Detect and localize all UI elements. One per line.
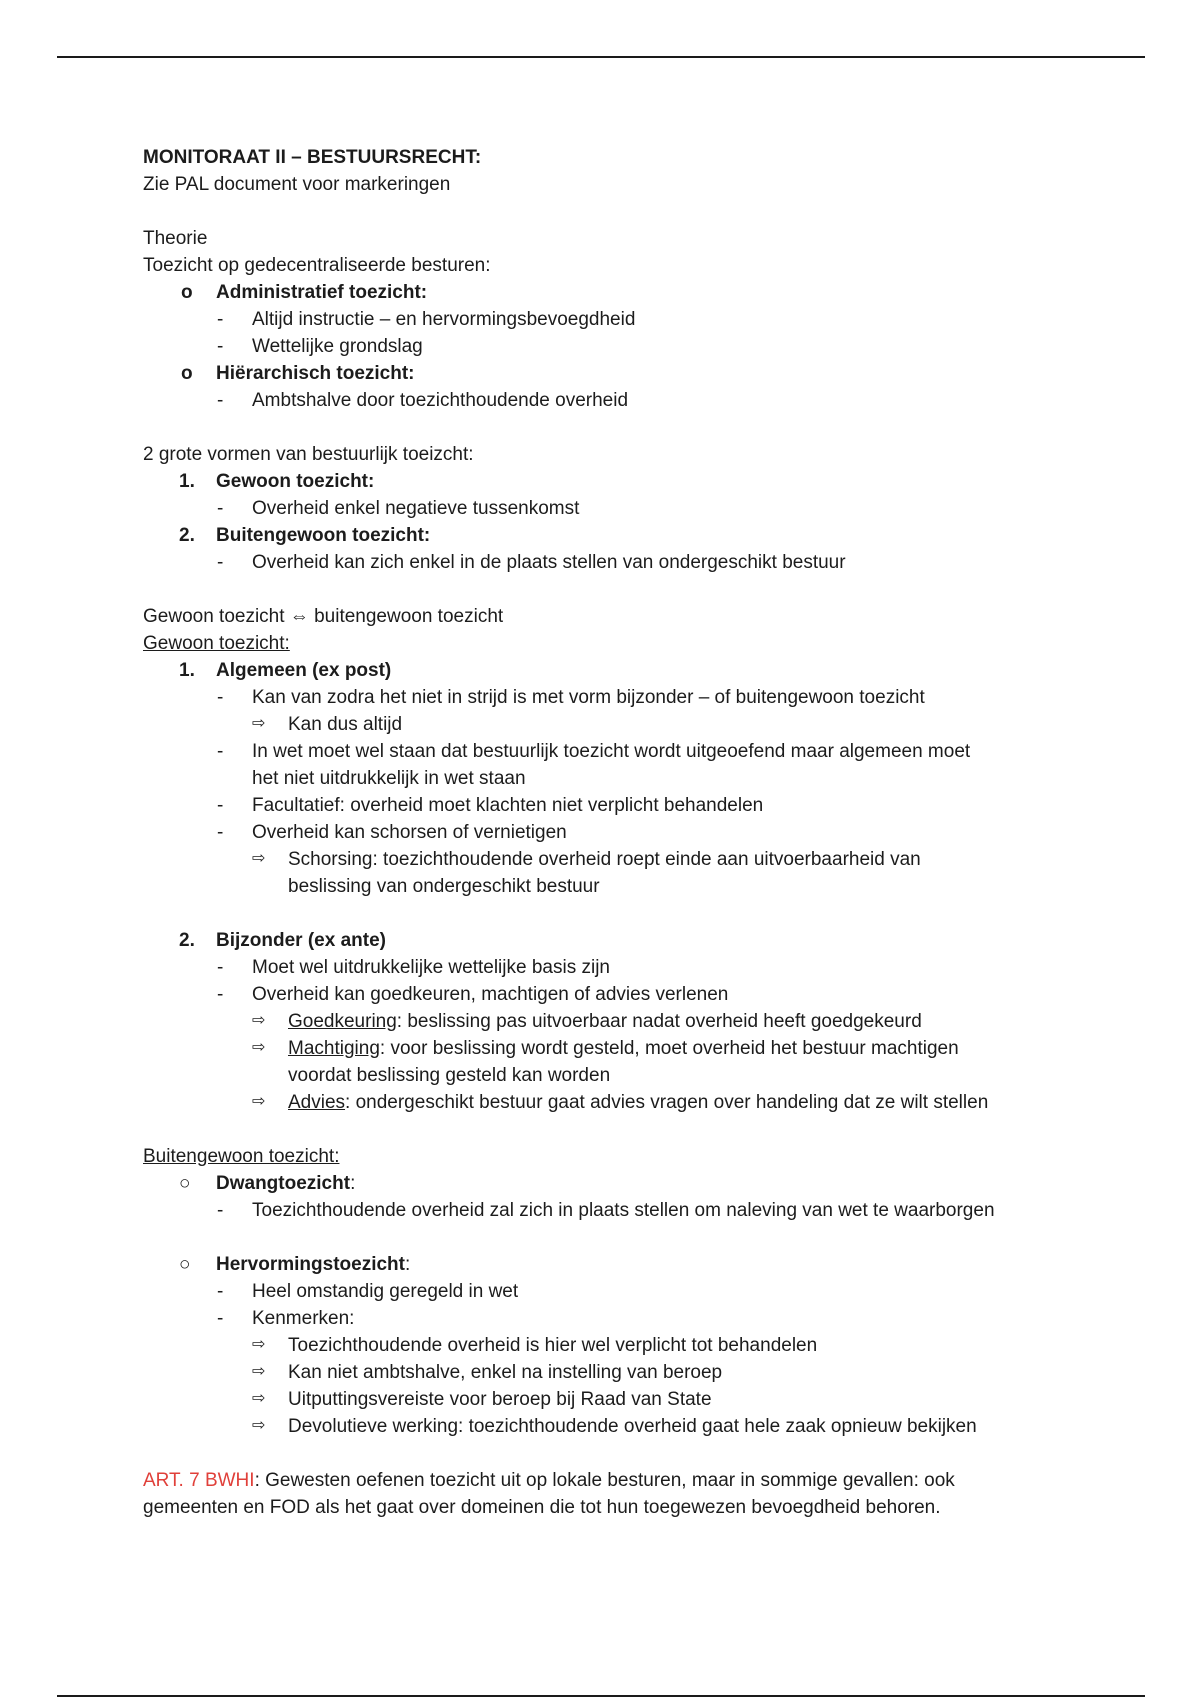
list-item <box>143 360 1103 387</box>
item-title: Bijzonder (ex ante) <box>216 930 386 951</box>
list-item <box>143 1197 1103 1224</box>
dash-bullet-icon: - <box>217 498 224 519</box>
circle-bullet-icon: o <box>181 282 193 303</box>
arrow-bullet-icon: ⇨ <box>252 850 266 867</box>
list-item-continuation <box>143 873 1103 900</box>
list-number: 2. <box>179 525 195 546</box>
item-text: Overheid kan schorsen of vernietigen <box>252 822 567 843</box>
list-item <box>143 1278 1103 1305</box>
list-item <box>143 279 1103 306</box>
list-item-continuation <box>143 1062 1103 1089</box>
dash-bullet-icon: - <box>217 822 224 843</box>
item-text: Schorsing: toezichthoudende overheid roept einde aan uitvoerbaarheid van <box>288 849 921 870</box>
list-item <box>143 954 1103 981</box>
list-number: 1. <box>179 471 195 492</box>
article-text: : Gewesten oefenen toezicht uit op lokale besturen, maar in sommige gevallen: ook <box>254 1470 955 1491</box>
item-colon: : <box>350 1173 356 1194</box>
item-text: Overheid kan zich enkel in de plaats stellen van ondergeschikt bestuur <box>252 552 846 573</box>
dash-bullet-icon: - <box>217 687 224 708</box>
item-text: Overheid enkel negatieve tussenkomst <box>252 498 580 519</box>
circle-bullet-icon: ○ <box>179 1254 191 1275</box>
item-colon: : <box>404 1254 411 1275</box>
list-item <box>143 1305 1103 1332</box>
item-text: het niet uitdrukkelijk in wet staan <box>252 768 526 789</box>
list-number: 1. <box>179 660 195 681</box>
item-text: voordat beslissing gesteld kan worden <box>288 1065 611 1086</box>
item-text: Ambtshalve door toezichthoudende overheid <box>252 390 629 411</box>
list-item <box>143 1413 1103 1440</box>
list-item <box>143 333 1103 360</box>
article-paragraph-continuation: gemeenten en FOD als het gaat over domeinen die tot hun toegewezen bevoegdheid behoren. <box>143 1497 941 1518</box>
term-goedkeuring: Goedkeuring <box>288 1011 397 1032</box>
section-heading-decentralized: Toezicht op gedecentraliseerde besturen: <box>143 255 491 276</box>
arrow-bullet-icon: ⇨ <box>252 1390 266 1407</box>
section-heading-forms: 2 grote vormen van bestuurlijk toeizcht: <box>143 444 474 465</box>
item-title: Hiërarchisch toezicht: <box>216 363 415 384</box>
arrow-bullet-icon: ⇨ <box>252 715 266 732</box>
list-item <box>143 792 1103 819</box>
circle-bullet-icon: ○ <box>179 1173 191 1194</box>
list-item <box>143 1332 1103 1359</box>
list-item <box>143 1008 1103 1035</box>
dash-bullet-icon: - <box>217 336 224 357</box>
dash-bullet-icon: - <box>217 795 224 816</box>
list-item <box>143 981 1103 1008</box>
item-text: Moet wel uitdrukkelijke wettelijke basis zijn <box>252 957 610 978</box>
arrow-bullet-icon: ⇨ <box>252 1012 266 1029</box>
list-item <box>143 1359 1103 1386</box>
arrow-bullet-icon: ⇨ <box>252 1093 266 1110</box>
document-body <box>143 144 1103 1521</box>
section-heading-extraordinary: Buitengewoon toezicht: <box>143 1146 340 1167</box>
item-text: beslissing van ondergeschikt bestuur <box>288 876 600 897</box>
document-title: MONITORAAT II – BESTUURSRECHT: <box>143 147 482 168</box>
list-item <box>143 1170 1103 1197</box>
item-text: Kenmerken: <box>252 1308 355 1329</box>
comparison-line: Gewoon toezicht ⇔ buitengewoon toezicht <box>143 606 504 627</box>
item-text: Devolutieve werking: toezichthoudende overheid gaat hele zaak opnieuw bekijken <box>288 1416 977 1437</box>
theory-label: Theorie <box>143 228 208 249</box>
item-text: Uitputtingsvereiste voor beroep bij Raad van State <box>288 1389 712 1410</box>
list-item <box>143 1089 1103 1116</box>
dash-bullet-icon: - <box>217 1308 224 1329</box>
item-text: : ondergeschikt bestuur gaat advies vragen over handeling dat ze wilt stellen <box>345 1092 989 1113</box>
item-text: In wet moet wel staan dat bestuurlijk toezicht wordt uitgeoefend maar algemeen moet <box>252 741 971 762</box>
list-item <box>143 819 1103 846</box>
header-rule <box>57 56 1145 58</box>
list-item <box>143 1386 1103 1413</box>
term-advies: Advies <box>288 1092 346 1113</box>
list-item-continuation <box>143 765 1103 792</box>
list-item <box>143 495 1103 522</box>
dash-bullet-icon: - <box>217 1200 224 1221</box>
dash-bullet-icon: - <box>217 984 224 1005</box>
item-text: Facultatief: overheid moet klachten niet verplicht behandelen <box>252 795 764 816</box>
section-heading-ordinary: Gewoon toezicht: <box>143 633 290 654</box>
item-text: : beslissing pas uitvoerbaar nadat overheid heeft goedgekeurd <box>396 1011 922 1032</box>
list-item <box>143 927 1103 954</box>
list-item <box>143 549 1103 576</box>
list-item <box>143 657 1103 684</box>
item-text: Toezichthoudende overheid is hier wel verplicht tot behandelen <box>288 1335 818 1356</box>
list-item <box>143 306 1103 333</box>
dash-bullet-icon: - <box>217 309 224 330</box>
list-item <box>143 711 1103 738</box>
dash-bullet-icon: - <box>217 741 224 762</box>
list-item <box>143 846 1103 873</box>
list-item <box>143 684 1103 711</box>
article-ref: ART. 7 BWHI <box>143 1470 255 1491</box>
dash-bullet-icon: - <box>217 390 224 411</box>
arrow-bullet-icon: ⇨ <box>252 1039 266 1056</box>
item-text: Altijd instructie – en hervormingsbevoegdheid <box>252 309 636 330</box>
circle-bullet-icon: o <box>181 363 193 384</box>
item-text: Overheid kan goedkeuren, machtigen of advies verlenen <box>252 984 729 1005</box>
item-title: Administratief toezicht: <box>216 282 428 303</box>
item-title: Hervormingstoezicht <box>216 1254 405 1275</box>
arrow-bullet-icon: ⇨ <box>252 1363 266 1380</box>
item-text: Toezichthoudende overheid zal zich in plaats stellen om naleving van wet te waarborgen <box>252 1200 995 1221</box>
list-item <box>143 522 1103 549</box>
list-item <box>143 387 1103 414</box>
arrow-bullet-icon: ⇨ <box>252 1417 266 1434</box>
item-title: Gewoon toezicht: <box>216 471 375 492</box>
item-text: Wettelijke grondslag <box>252 336 423 357</box>
item-text: Kan van zodra het niet in strijd is met vorm bijzonder – of buitengewoon toezicht <box>252 687 925 708</box>
item-text: Heel omstandig geregeld in wet <box>252 1281 519 1302</box>
item-text: Kan dus altijd <box>288 714 403 735</box>
item-text: Kan niet ambtshalve, enkel na instelling van beroep <box>288 1362 723 1383</box>
list-item <box>143 738 1103 765</box>
list-item <box>143 468 1103 495</box>
item-title: Buitengewoon toezicht: <box>216 525 431 546</box>
list-item <box>143 1035 1103 1062</box>
arrow-bullet-icon: ⇨ <box>252 1336 266 1353</box>
item-title: Dwangtoezicht <box>216 1173 351 1194</box>
dash-bullet-icon: - <box>217 552 224 573</box>
list-item <box>143 1251 1103 1278</box>
list-number: 2. <box>179 930 195 951</box>
footer-rule <box>57 1695 1145 1697</box>
item-text: : voor beslissing wordt gesteld, moet overheid het bestuur machtigen <box>379 1038 959 1059</box>
item-title: Algemeen (ex post) <box>216 660 392 681</box>
dash-bullet-icon: - <box>217 1281 224 1302</box>
dash-bullet-icon: - <box>217 957 224 978</box>
article-paragraph <box>143 1467 1103 1494</box>
term-machtiging: Machtiging <box>288 1038 380 1059</box>
document-subtitle: Zie PAL document voor markeringen <box>143 174 451 195</box>
